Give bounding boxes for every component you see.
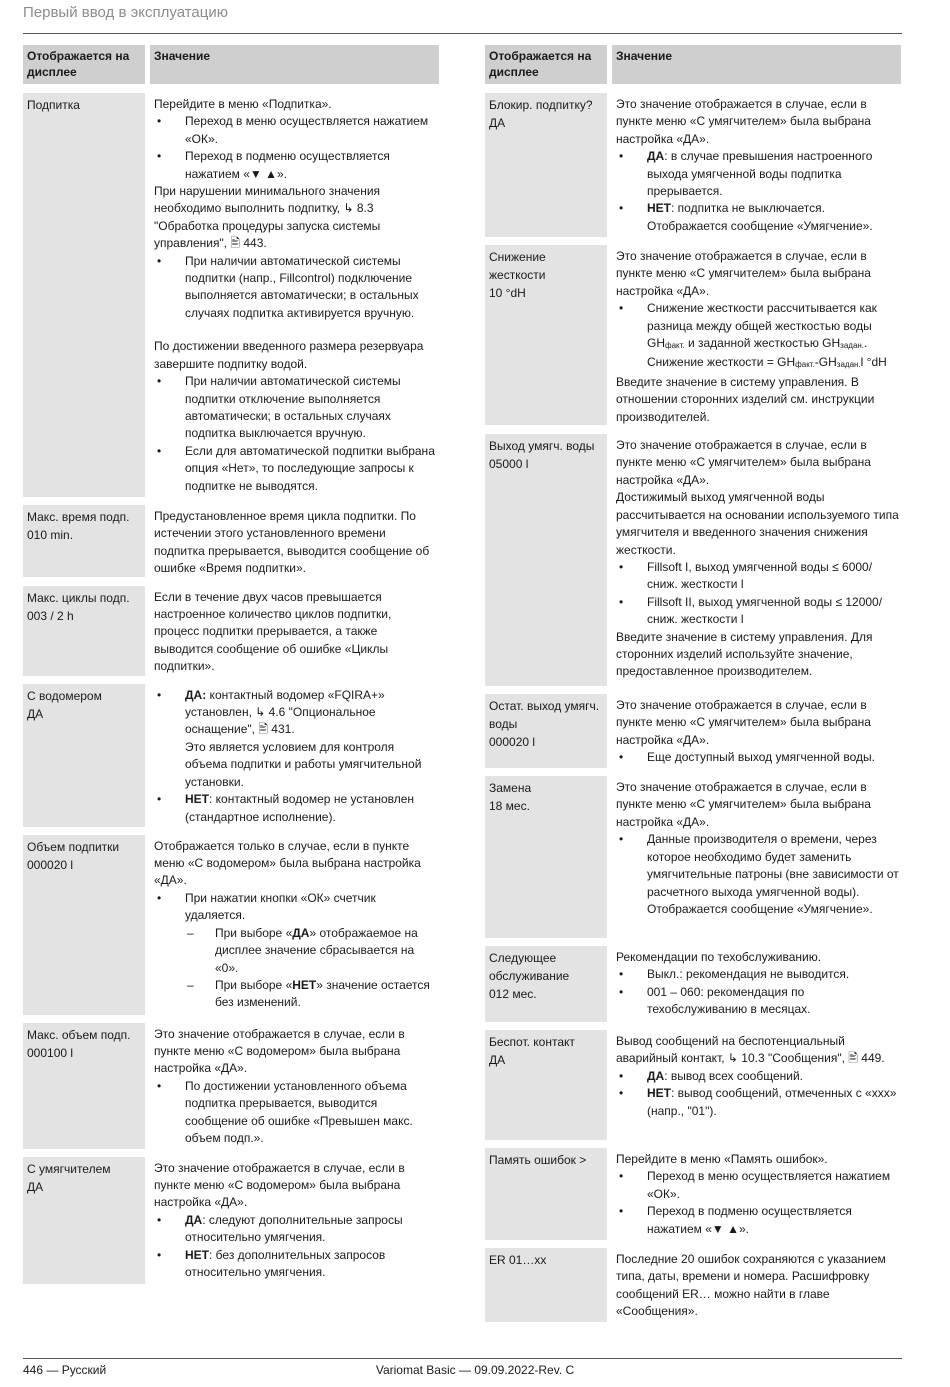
table-header [485, 45, 901, 84]
paragraph: При нарушении минимального значения необходимо выполнить подпитку, ↳ 8.3 "Обработка процедуры запуска системы управления", 🖹 443. [154, 184, 381, 251]
bullet-list [616, 148, 901, 235]
bullet-list [616, 300, 901, 374]
bullet-item: • ДА: в случае превышения настроенного выхода умягченной воды подпитка прерывается. [616, 148, 901, 200]
bullet-list [154, 113, 439, 183]
bullet-list [154, 687, 439, 826]
value-description [154, 1157, 439, 1284]
document-title: Variomat Basic — 09.09.2022-Rev. C [375, 1363, 575, 1377]
bullet-list [616, 1068, 901, 1120]
paragraph: Это значение отображается в случае, если в пункте меню «С умягчителем» была выбрана настройка «ДА». [616, 698, 871, 747]
bullet-list [154, 253, 439, 323]
paragraph: Это значение отображается в случае, если в пункте меню «С умягчителем» была выбрана настройка «ДА». [616, 780, 871, 829]
table-row [485, 434, 901, 686]
bullet-item: • ДА: следуют дополнительные запросы относительно умягчения. [154, 1212, 439, 1247]
table-row [485, 694, 901, 768]
display-label: Макс. объем подп. 000100 l [23, 1023, 145, 1149]
value-description [154, 93, 439, 497]
bullet-item: • Еще доступный выход умягченной воды. [616, 749, 901, 766]
table-row [23, 93, 439, 497]
display-label: Снижение жесткости 10 °dH [485, 245, 607, 425]
display-label: Макс. циклы подп. 003 / 2 h [23, 586, 145, 676]
bullet-item: • При наличии автоматической системы подпитки отключение выполняется автоматически; в остальных случаях подпитка выключается вручную. [154, 373, 439, 443]
paragraph: Последние 20 ошибок сохраняются с указанием типа, даты, времени и номера. Расшифровку сообщений ER… можно найти в главе «Сообщения». [616, 1252, 886, 1319]
bullet-list [154, 1212, 439, 1282]
paragraph: Перейдите в меню «Подпитка». [154, 97, 332, 111]
page-header: Первый ввод в эксплуатацию [23, 4, 228, 21]
dash-item: – При выборе «НЕТ» значение остается без изменений. [154, 977, 439, 1012]
left-table [23, 45, 439, 1292]
bullet-list [616, 749, 901, 766]
value-description [154, 1023, 439, 1149]
display-label: С умягчителем ДА [23, 1157, 145, 1284]
bullet-item: • Переход в подменю осуществляется нажатием «▼ ▲». [616, 1203, 901, 1238]
bullet-item: • При нажатии кнопки «ОК» счетчик удаляется. [154, 890, 439, 925]
display-label: Беспот. контакт ДА [485, 1030, 607, 1140]
header-display-column: Отображается на дисплее [23, 45, 145, 84]
display-label: Выход умягч. воды 05000 l [485, 434, 607, 686]
display-label: Макс. время подп. 010 min. [23, 505, 145, 577]
table-row [485, 946, 901, 1022]
table-row [23, 1157, 439, 1284]
paragraph: Это значение отображается в случае, если в пункте меню «С водомером» была выбрана настройка «ДА». [154, 1026, 405, 1076]
bullet-list [154, 373, 439, 495]
value-description [616, 434, 901, 686]
value-description [616, 1248, 901, 1322]
table-header [23, 45, 439, 84]
bullet-item: • Переход в меню осуществляется нажатием «ОК». [616, 1168, 901, 1203]
paragraph: Рекомендации по техобслуживанию. [616, 950, 822, 965]
bullet-item: • Переход в меню осуществляется нажатием «ОК». [154, 113, 439, 148]
bullet-item: • 001 – 060: рекомендация по техобслуживанию в месяцах. [616, 984, 901, 1019]
spacer [154, 322, 439, 338]
bullet-item: • Fillsoft II, выход умягченной воды ≤ 12000/сниж. жесткости l [616, 594, 901, 629]
bullet-item: • Снижение жесткости рассчитывается как разница между общей жесткостью воды $GH_{факт.}$ и заданной жесткостью $GH_{задан.}$. Снижение жесткости = $GH_{факт.}-GH_{задан.}l$ °dH [616, 300, 901, 374]
display-label: Блокир. подпитку? ДА [485, 93, 607, 237]
bullet-item: • Fillsoft I, выход умягченной воды ≤ 6000/сниж. жесткости l [616, 559, 901, 594]
table-row [485, 1248, 901, 1322]
bullet-list [154, 1078, 439, 1148]
paragraph: Если в течение двух часов превышается настроенное количество циклов подпитки, процесс подпитки прерывается, а также выводится сообщение об ошибке «Циклы подпитки». [154, 589, 392, 674]
value-description [616, 93, 901, 237]
bullet-list [616, 831, 901, 918]
value-description [616, 1030, 901, 1140]
paragraph: Отображается только в случае, если в пункте меню «С водомером» была выбрана настройка «ДА». [154, 838, 421, 888]
value-description [616, 946, 901, 1022]
paragraph: Достижимый выход умягченной воды рассчитывается на основании используемого типа умягчителя и введенного значения снижения жесткости. [616, 490, 899, 557]
bullet-item: • Переход в подменю осуществляется нажатием «▼ ▲». [154, 148, 439, 183]
bullet-item: • По достижении установленного объема подпитка прерывается, выводится сообщение об ошибке «Превышен макс. объем подп.». [154, 1078, 439, 1148]
table-row [485, 93, 901, 237]
bullet-item: • ДА: вывод всех сообщений. [616, 1068, 901, 1085]
header-display-column: Отображается на дисплее [485, 45, 607, 84]
bullet-item: • НЕТ: контактный водомер не установлен (стандартное исполнение). [154, 791, 439, 826]
table-row [23, 586, 439, 676]
table-row [485, 1030, 901, 1140]
display-label: С водомером ДА [23, 684, 145, 827]
paragraph: Вывод сообщений на беспотенциальный аварийный контакт, ↳ 10.3 "Сообщения", 🖹 449. [616, 1034, 885, 1066]
footer-divider [23, 1358, 902, 1359]
bullet-item: • НЕТ: без дополнительных запросов относительно умягчения. [154, 1247, 439, 1282]
display-label: Остат. выход умягч. воды 000020 l [485, 694, 607, 768]
bullet-list [616, 559, 901, 629]
value-description [154, 684, 439, 827]
value-description [154, 586, 439, 676]
table-row [485, 776, 901, 938]
paragraph: Это значение отображается в случае, если в пункте меню «С водомером» была выбрана настройка «ДА». [154, 1160, 405, 1210]
display-label: Подпитка [23, 93, 145, 497]
value-description [154, 505, 439, 578]
right-table [485, 45, 901, 1330]
paragraph: Это значение отображается в случае, если в пункте меню «С умягчителем» была выбрана настройка «ДА». [616, 97, 871, 146]
bullet-list [154, 890, 439, 1012]
display-label: Следующее обслуживание 012 мес. [485, 946, 607, 1022]
paragraph: Перейдите в меню «Память ошибок». [616, 1152, 828, 1167]
bullet-item: • При наличии автоматической системы подпитки (напр., Fillcontrol) подключение выполняется автоматически; в остальных случаях подпитка активируется вручную. [154, 253, 439, 323]
paragraph: Это значение отображается в случае, если в пункте меню «С умягчителем» была выбрана настройка «ДА». [616, 249, 871, 298]
paragraph: Предустановленное время цикла подпитки. По истечении этого установленного времени подпитка прерывается, выводится сообщение об ошибке «Время подпитки». [154, 509, 430, 576]
paragraph: Это значение отображается в случае, если в пункте меню «С умягчителем» была выбрана настройка «ДА». [616, 438, 871, 487]
value-description [616, 1148, 901, 1240]
display-label: Замена 18 мес. [485, 776, 607, 938]
display-label: Память ошибок > [485, 1148, 607, 1240]
value-description [616, 245, 901, 426]
value-description [616, 694, 901, 768]
table-row [23, 684, 439, 827]
bullet-item: • ДА: контактный водомер «FQIRA+» установлен, ↳ 4.6 "Опциональное оснащение", 🖹 431. [154, 687, 439, 739]
bullet-item: • Выкл.: рекомендация не выводится. [616, 966, 901, 983]
table-row [23, 1023, 439, 1149]
display-label: ER 01…xx [485, 1248, 607, 1322]
bullet-item: • НЕТ: подпитка не выключается. Отображается сообщение «Умягчение». [616, 200, 901, 235]
paragraph: Введите значение в систему управления. В отношении сторонних изделий см. инструкции производителей. [616, 374, 875, 424]
bullet-list [616, 966, 901, 1018]
table-row [23, 835, 439, 1015]
table-row [23, 505, 439, 578]
page-number: 446 — Русский [23, 1363, 107, 1377]
header-value-column: Значение [612, 45, 901, 84]
header-value-column: Значение [150, 45, 439, 84]
paragraph: По достижении введенного размера резервуара завершите подпитку водой. [154, 339, 424, 371]
bullet-item: Это является условием для контроля объема подпитки и работы умягчительной установки. [185, 739, 422, 789]
dash-item: – При выборе «ДА» отображаемое на дисплее значение сбрасывается на «0». [154, 925, 439, 977]
table-row [485, 245, 901, 426]
display-label: Объем подпитки 000020 l [23, 835, 145, 1015]
paragraph: Введите значение в систему управления. Для сторонних изделий используйте значение, предоставленное производителем. [616, 629, 873, 679]
table-row [485, 1148, 901, 1240]
value-description [616, 776, 901, 938]
value-description [154, 835, 439, 1015]
header-divider [23, 33, 902, 34]
bullet-item: • НЕТ: вывод сообщений, отмеченных с «ххх» (напр., "01"). [616, 1085, 901, 1120]
bullet-item: • Если для автоматической подпитки выбрана опция «Нет», то последующие запросы к подпитке не выводятся. [154, 443, 439, 495]
bullet-item: • Данные производителя о времени, через которое необходимо будет заменить умягчительные патроны (вне зависимости от расчетного выхода умягченной воды). Отображается сообщение «Умягчение». [616, 831, 901, 918]
bullet-list [616, 1168, 901, 1238]
